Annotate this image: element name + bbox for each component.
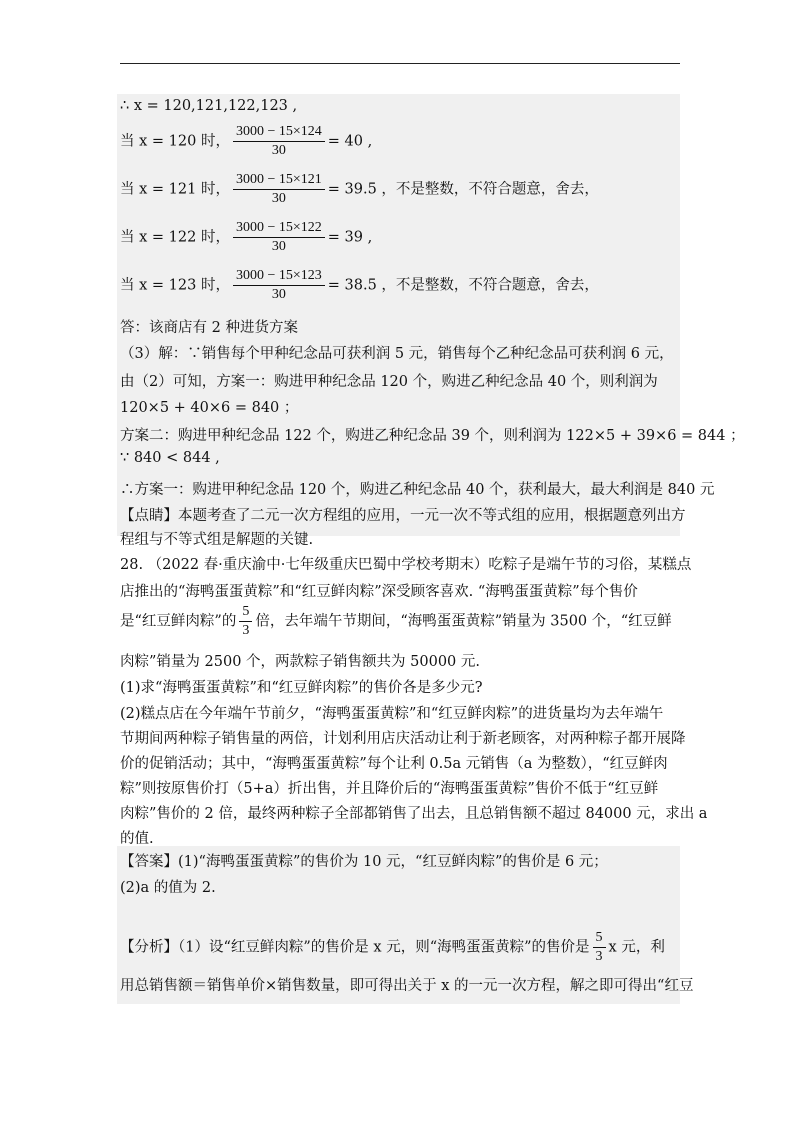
remark-line-1: 【点睛】本题考查了二元一次方程组的应用，一元一次不等式组的应用，根据题意列出方 <box>120 508 686 524</box>
part3-profit-intro: （3）解：∵销售每个甲种纪念品可获利润 5 元，销售每个乙种纪念品可获利润 6 元， <box>120 346 674 362</box>
question-28-part1: (1)求“海鸭蛋蛋黄粽”和“红豆鲜肉粽”的售价各是多少元? <box>120 680 483 696</box>
question-28-line-1: 28. （2022 春·重庆渝中·七年级重庆巴蜀中学校考期末）吃粽子是端午节的习俗，某糕点 <box>120 557 692 573</box>
analysis-line-2: 用总销售额＝销售单价×销售数量，即可得出关于 x 的一元一次方程，解之即可得出“红豆 <box>120 978 694 994</box>
header-rule <box>120 63 680 64</box>
question-28-line-3: 是“红豆鲜肉粽”的 $\frac{5}{3}$ 倍，去年端午节期间，“海鸭蛋蛋黄粽”销量为 3500 个，“红豆鲜 <box>120 604 672 638</box>
question-28-part2-line-1: (2)糕点店在今年端午节前夕，“海鸭蛋蛋黄粽”和“红豆鲜肉粽”的进货量均为去年端午 <box>120 706 664 722</box>
remark-line-2: 程组与不等式组是解题的关键. <box>120 532 314 548</box>
compare-profit: ∵ 840 < 844 , <box>120 450 220 466</box>
solution-shaded-block <box>117 94 680 536</box>
answer-two-plans: 答：该商店有 2 种进货方案 <box>120 320 298 336</box>
therefore-x-values: ∴ x = 120,121,122,123 , <box>120 98 298 114</box>
question-28-line-4: 肉粽”销量为 2500 个，两款粽子销售额共为 50000 元. <box>120 654 480 670</box>
question-28-line-2: 店推出的“海鸭蛋蛋黄粽”和“红豆鲜肉粽”深受顾客喜欢. “海鸭蛋蛋黄粽”每个售价 <box>120 584 638 600</box>
answer-line-1: 【答案】(1)“海鸭蛋蛋黄粽”的售价为 10 元，“红豆鲜肉粽”的售价是 6 元； <box>120 854 608 870</box>
case-x-121: 当 x = 121 时， $\frac{3000 - 15\times 121}{30}$ = 39.5 ，不是整数，不符合题意，舍去， <box>120 172 599 206</box>
case-x-122: 当 x = 122 时， $\frac{3000 - 15\times 122}{30}$ = 39 , <box>120 220 373 254</box>
question-28-part2-line-5: 肉粽”售价的 2 倍，最终两种粽子全部都销售了出去，且总销售额不超过 84000 元，求出 a <box>120 806 708 822</box>
question-28-part2-line-4: 粽”则按原售价打（5+a）折出售，并且降价后的“海鸭蛋蛋黄粽”售价不低于“红豆鲜 <box>120 781 659 797</box>
question-28-part2-line-3: 价的促销活动；其中，“海鸭蛋蛋黄粽”每个让利 0.5a 元销售（a 为整数），“红豆鲜肉 <box>120 756 668 772</box>
answer-line-2: (2)a 的值为 2. <box>120 880 216 896</box>
case-x-120: 当 x = 120 时， $\frac{3000 - 15\times 124}{30}$ = 40 , <box>120 124 373 158</box>
plan-one-profit: 120×5 + 40×6 = 840 ； <box>120 400 299 416</box>
question-28-part2-line-6: 的值. <box>120 831 154 847</box>
conclusion-line: ∴方案一：购进甲种纪念品 120 个，购进乙种纪念品 40 个，获利最大，最大利润是 840 元 <box>120 482 715 498</box>
analysis-line-1: 【分析】（1）设“红豆鲜肉粽”的售价是 x 元，则“海鸭蛋蛋黄粽”的售价是 $\frac{5}{3}$ x 元，利 <box>120 930 665 964</box>
question-28-part2-line-2: 节期间两种粽子销售量的两倍，计划利用店庆活动让利于新老顾客，对两种粽子都开展降 <box>120 731 686 747</box>
plan-one-line: 由（2）可知，方案一：购进甲种纪念品 120 个，购进乙种纪念品 40 个，则利润为 <box>120 374 658 390</box>
plan-two-line: 方案二：购进甲种纪念品 122 个，购进乙种纪念品 39 个，则利润为 122×5 + 39×6 = 844 ； <box>120 428 745 444</box>
case-x-123: 当 x = 123 时， $\frac{3000 - 15\times 123}{30}$ = 38.5 ，不是整数，不符合题意，舍去， <box>120 268 599 302</box>
